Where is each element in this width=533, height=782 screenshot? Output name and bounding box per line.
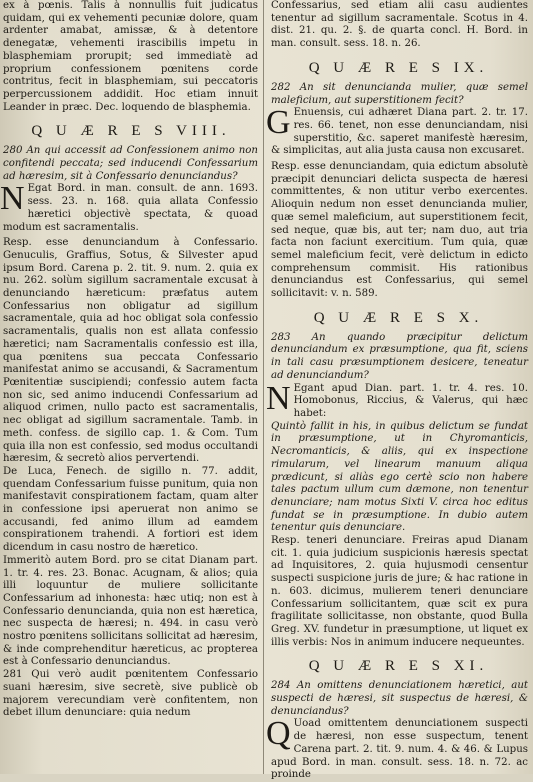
question-282: 282 An sit denuncianda mulier, quæ semel maleficium, aut superstitionem fecit? bbox=[271, 81, 528, 106]
quoted-passage: Quintò fallit in his, in quibus delictum se fundat in præsumptione, ut in Chyromanticis, Necromanticis, & aliis, qui ex inspectione rimularum, vel linearum manuum aliqua prædicunt, si aliàs ego certè scio non habere tales pactum ullum cum dæmone, non tenentur denunciare; nam motus Sixti V. circa hoc editus fundat se in præsumptione. In dubio autem tenentur quis denunciare. bbox=[271, 420, 528, 534]
question-280: 280 An qui accessit ad Confessionem animo non confitendi peccata; sed inducendi Confessarium ad hæresim, sit à Confessario denunciandus? bbox=[3, 145, 258, 182]
left-column bbox=[0, 0, 262, 774]
de-luca-paragraph: De Luca, Fenech. de sigillo n. 77. addit, quendam Confessarium fuisse punitum, quia non manifestavit conspirationem factam, quam alter in confessione ipsi aperuerat non animo se accusandi, fed animo illum ad eamdem conspirationem trahendi. A fortiori est idem dicendum in casu nostro de hæretico. bbox=[3, 465, 258, 554]
right-column bbox=[266, 0, 531, 781]
drop-cap: N bbox=[0, 180, 25, 218]
heading-quaeres-xi: Q U Æ R E S XI. bbox=[308, 658, 489, 675]
question-283: 283 An quando præcipitur delictum denunciandum ex præsumptione, qua fit, sciens in tali casu præsumptionem desicere, teneatur ad denunciandum? bbox=[271, 331, 528, 381]
answer-280 bbox=[0, 180, 262, 234]
heading-quaeres-x: Q U Æ R E S X. bbox=[313, 309, 484, 326]
answer-282-text: Enuensis, cui adhæret Diana part. 2. tr. 17. res. 66. tenet, non esse denunciandam, nisi superstitio, &c. saperet manifestè hæresim, & simplicitas, aut alia justa causa non excusaret. bbox=[271, 107, 528, 157]
answer-284 bbox=[266, 715, 531, 782]
answer-283 bbox=[266, 379, 531, 421]
column-divider bbox=[263, 0, 264, 774]
question-281: 281 Qui verò audit pœnitentem Confessario suani hæresim, sive secretè, sive publicè ob majorem verecundiam verè confitentem, non debet illum denunciare: quia nedum bbox=[3, 669, 258, 719]
heading-quaeres-ix: Q U Æ R E S IX. bbox=[308, 59, 489, 76]
response-282: Resp. esse denunciandam, quia edictum absolutè præcipit denunciari delicta suspecta de hæresi committentes, & non utitur verbo exercentes. Alioquin nedum non esset denuncianda mulier, quæ semel maleficium, aut superstitionem fecit, sed neque, quæ bis, aut ter; nam duo, aut tria facta non faciunt exercitium. Tum quia, quæ semel maleficium fecit, verè delictum in edicto comprehensum commisit. His rationibus denunciandus est Confessarius, qui semel sollicitavit: v. n. 589. bbox=[271, 161, 528, 300]
answer-280-text: Egat Bord. in man. consult. de ann. 1693. sess. 23. n. 168. quia allata Confessio hæretici objectivè spectata, & quoad modum est sacramentalis. bbox=[3, 183, 258, 233]
drop-cap: N bbox=[266, 379, 291, 417]
response-283: Resp. teneri denunciare. Freiras apud Dianam cit. 1. quia judicium suspicionis hæresis spectat ad Inquisitores, 2. quia hujusmodi censentur suspecti suspicione juris de jure; & hac ratione in n. 603. dicimus, mulierem teneri denunciare Confessarium sollicitantem, quæ scit ex pura fragilitate sollicitasse, non obstante, quod Bulla Greg. XV. fundetur in præsumptione, ut liquet ex illis verbis: Nos in animum inducere nequeuntes. bbox=[271, 535, 528, 648]
answer-283-text: Egant apud Dian. part. 1. tr. 4. res. 10. Homobonus, Riccius, & Valerus, qui hæc habet: bbox=[293, 382, 528, 419]
right-top-paragraph: Confessarius, sed etiam alii casu audientes tenentur ad sigillum sacramentale. Scotus in 4. dist. 21. qu. 2. §. de quarta concl. H. Bord. in man. consult. sess. 18. n. 26. bbox=[271, 0, 528, 50]
drop-cap: Q bbox=[266, 715, 291, 753]
answer-284-text: Uoad omittentem denunciationem suspecti de hæresi, non esse suspectum, tenent Carena part. 2. tit. 9. num. 4. & 46. & Lupus apud Bord. in man. consult. sess. 18. n. 72. ac proinde bbox=[271, 718, 528, 781]
drop-cap: G bbox=[266, 104, 291, 142]
immerito-paragraph: Immeritò autem Bord. pro se citat Dianam part. 1. tr. 4. res. 23. Bonac. Acugnam, & alios; quia illi loquuntur de muliere sollicitante Confessarium ad inhonesta: hæc utiq; non est à Confessario denuncianda, quia non est hæretica, nec suspecta de hæresi; n. 494. in casu verò nostro pœnitens sollicitans sollicitat ad hæresim, & inde comprehenditur hæreticus, ac propterea est à Confessario denunciandus. bbox=[3, 554, 258, 668]
question-284: 284 An omittens denunciationem hæretici, aut suspecti de hæresi, sit suspectus de hæresi, & denunciandus? bbox=[271, 680, 528, 717]
heading-quaeres-viii: Q U Æ R E S VIII. bbox=[31, 123, 231, 140]
answer-282 bbox=[266, 104, 531, 158]
left-top-paragraph: ex à pœnis. Talis à nonnullis fuit judicatus quidam, qui ex vehementi pecuniæ dolore, quam ardenter amabat, amissæ, & à detentore denegatæ, vehementi irascibilis impetu in blasphemiam prorupit; sed immediatè ad proprium confessionem pœnitens corde contritus, fecit in blasphemiam, sui peccatoris perpercussionem addidit. Hoc etiam innuit Leander in præc. Dec. loquendo de blasphemia. bbox=[3, 0, 258, 113]
response-280: Resp. esse denunciandum à Confessario. Genuculis, Graffius, Sotus, & Silvester apud ipsum Bord. Carena p. 2. tit. 9. num. 2. quia ex nu. 262. solùm sigillum sacramentale excusat à denunciando hæreticum: præfatus autem Confessarius non obligatur ad sigillum sacramentale, quia ad hoc obligat sola confessio sacramentalis, qualis non est allata confessio hæretici; nam Sacramentalis confessio est illa, qua pœnitens sua peccata Confessario manifestat animo se accusandi, & Sacramentum Pœnitentiæ suscipiendi; confessio autem facta non sic, sed animo inducendi Confessarium ad aliquod crimen, nullo pacto est sacramentalis, nec obligat ad sigillum sacramentale. Tamb. in meth. confess. de sigillo cap. 1. & Com. Tum quia illa non est confessio, sed modus occultandi hæresim, & secretò alios pervertendi. bbox=[3, 237, 258, 465]
